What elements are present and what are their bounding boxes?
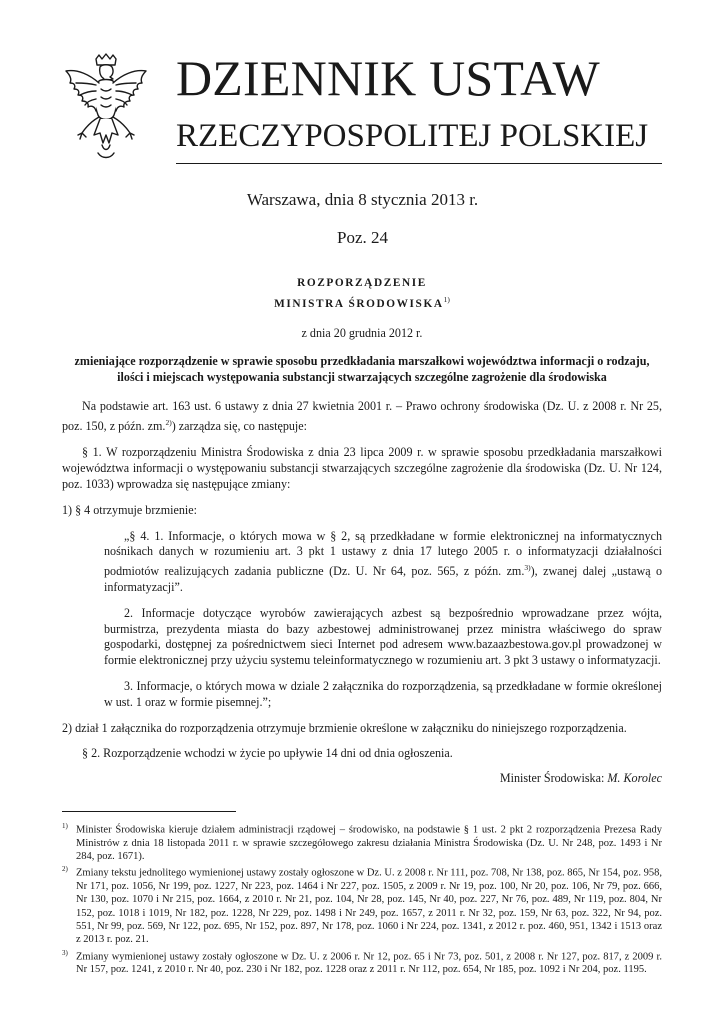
footnote-mark [62, 947, 76, 964]
quoted-text: „§ 4. 1. Informacje, o których mowa w § 2, są przedkładane w formie elektronicznej na informatycznych nośnikach danych w rozumieniu art. 3 pkt 1 ustawy z dnia 17 lutego 2005 r. o informatyzacji działalności podmiotów realizujących zadania publiczne (Dz. U. Nr 64, poz. 565, z późn. zm. [104, 528, 662, 579]
preamble-text: Na podstawie art. 163 ust. 6 ustawy z dnia 27 kwietnia 2001 r. – Prawo ochrony środowiska (Dz. U. z 2008 r. Nr 25, poz. 150, z późn. zm. [62, 398, 662, 433]
act-issuer [62, 292, 662, 313]
journal-subtitle: RZECZYPOSPOLITEJ POLSKIEJ [176, 118, 649, 154]
footnote-mark-text: 1) [62, 822, 68, 830]
footnote-1 [62, 820, 662, 863]
footnote-mark [62, 820, 76, 837]
amendment-item-1: 1) § 4 otrzymuje brzmienie: [62, 502, 198, 517]
issuer-name: MINISTRA ŚRODOWISKA [274, 297, 444, 310]
preamble-text-end: ) zarządza się, co następuje: [171, 418, 308, 433]
footnote-text: Zmiany wymienionej ustawy zostały ogłoszone w Dz. U. z 2006 r. Nr 12, poz. 65 i Nr 73, poz. 501, z 2008 r. Nr 127, poz. 817, z 2009 r. Nr 157, poz. 1241, z 2010 r. Nr 40, poz. 230 i Nr 182, poz. 1228 oraz z 2011 r. Nr 112, poz. 654, Nr 185, poz. 1092 i Nr 204, poz. 1195. [76, 951, 662, 976]
signature [62, 771, 662, 787]
quoted-paragraph-2: 2. Informacje dotyczące wyrobów zawierających azbest są bezpośrednio wprowadzane przez wójta, burmistrza, prezydenta miasta do bazy azbestowej administrowanej przez ministra właściwego do spraw gospodarki, dostępnej za pośrednictwem sieci Internet pod adresem www.bazaazbestowa.gov.pl prowadzonej w formie elektronicznej przy użyciu systemu teleinformatycznego w rozumieniu art. 3 pkt 3 ustawy o informatyzacji. [104, 605, 662, 668]
footnote-3 [62, 947, 662, 977]
amendment-item-2: 2) dział 1 załącznika do rozporządzenia otrzymuje brzmienie określone w załączniku do niniejszego rozporządzenia. [62, 720, 627, 735]
footnote-divider [62, 811, 236, 812]
footnotes [62, 820, 662, 977]
footnote-text: Minister Środowiska kieruje działem administracji rządowej – środowisko, na podstawie § 1 ust. 2 pkt 2 rozporządzenia Prezesa Rady Ministrów z dnia 18 listopada 2011 r. w sprawie szczegółowego zakresu działania Ministra Środowiska (Dz. U. Nr 248, poz. 1493 i Nr 284, poz. 1671). [76, 824, 662, 863]
issue-place-date: Warszawa, dnia 8 stycznia 2013 r. [246, 190, 479, 209]
journal-title: DZIENNIK USTAW [176, 50, 600, 106]
quoted-paragraph-1 [104, 529, 662, 596]
footnote-text: Zmiany tekstu jednolitego wymienionej ustawy zostały ogłoszone w Dz. U. z 2008 r. Nr 111, poz. 708, Nr 138, poz. 865, Nr 154, poz. 958, Nr 171, poz. 1056, Nr 199, poz. 1227, Nr 223, poz. 1464 i Nr 227, poz. 1505, z 2009 r. Nr 19, poz. 100, Nr 20, poz. 106, Nr 79, poz. 666, Nr 130, poz. 1070 i Nr 215, poz. 1664, z 2010 r. Nr 21, poz. 104, Nr 28, poz. 145, Nr 40, poz. 227, Nr 76, poz. 489, Nr 119, poz. 804, Nr 152, poz. 1018 i 1019, Nr 182, poz. 1228, Nr 229, poz. 1498 i Nr 249, poz. 1657, z 2011 r. Nr 32, poz. 159, Nr 63, poz. 322, Nr 94, poz. 551, Nr 99, poz. 569, Nr 122, poz. 695, Nr 152, poz. 897, Nr 178, poz. 1060 i Nr 224, poz. 1341, z 2012 r. poz. 460, 951, 1342 i 1513 oraz z 2013 r. poz. 21. [76, 867, 662, 946]
footnote-mark [62, 863, 76, 880]
footnote-ref: 1) [443, 294, 450, 304]
polish-eagle-emblem-icon [56, 53, 156, 165]
preamble [62, 399, 662, 435]
quoted-paragraph-3: 3. Informacje, o których mowa w dziale 2 załącznika do rozporządzenia, są przedkładane w formie określonej w ust. 1 oraz w formie pisemnej.”; [104, 678, 662, 709]
footnote-mark-text: 2) [62, 865, 68, 874]
section-2: § 2. Rozporządzenie wchodzi w życie po upływie 14 dni od dnia ogłoszenia. [82, 746, 453, 761]
footnote-ref: 2) [165, 417, 172, 427]
act-title: zmieniające rozporządzenie w sprawie sposobu przedkładania marszałkowi województwa informacji o rodzaju, ilości i miejscach występowania substancji stwarzających szczególne zagrożenie dla środowiska [74, 354, 650, 384]
act-type: ROZPORZĄDZENIE [297, 277, 427, 289]
header-divider [176, 163, 662, 164]
act-body [62, 274, 662, 787]
quoted-text-end: ), zwanej dalej „ustawą o informatyzacji”. [104, 564, 663, 594]
signature-role: Minister Środowiska: [499, 771, 608, 786]
footnote-ref: 3) [524, 563, 531, 573]
section-1: § 1. W rozporządzeniu Ministra Środowiska z dnia 23 lipca 2009 r. w sprawie sposobu przedkładania marszałkowi województwa informacji o występowaniu substancji stwarzających szczególne zagrożenie dla środowiska (Dz. U. Nr 124, poz. 1033) wprowadza się następujące zmiany: [62, 445, 662, 491]
act-date: z dnia 20 grudnia 2012 r. [301, 326, 423, 341]
signature-name: M. Korolec [607, 771, 662, 786]
footnote-2 [62, 863, 662, 946]
position-number: Poz. 24 [337, 228, 388, 247]
quoted-provision [62, 529, 662, 711]
footnote-mark-text: 3) [62, 948, 68, 957]
